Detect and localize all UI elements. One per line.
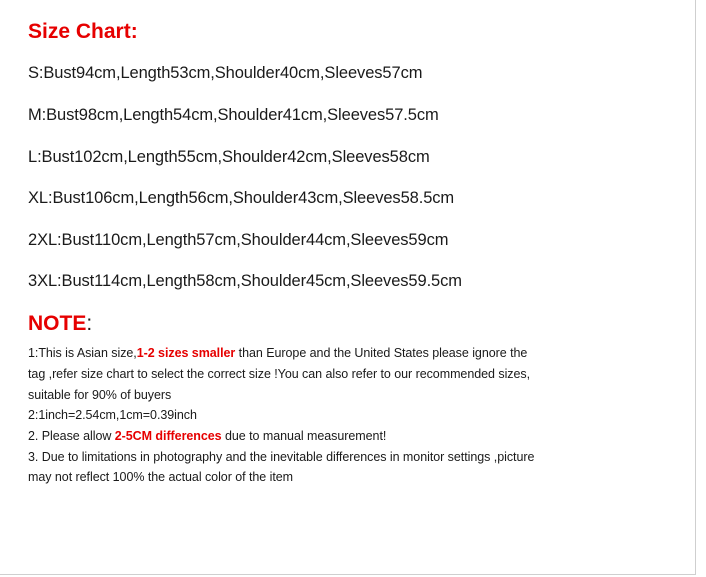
note-line-5-before: 2. Please allow [28,429,115,443]
note-line-1-before: 1:This is Asian size, [28,346,137,360]
note-line-measurement-difference [28,429,386,443]
note-heading-colon: : [86,312,93,335]
note-heading [28,312,92,336]
note-line-unit-conversion: 2:1inch=2.54cm,1cm=0.39inch [28,408,197,422]
note-line-5-after: due to manual measurement! [221,429,387,443]
note-line-asian-size [28,346,527,360]
note-highlight-sizes-smaller: 1-2 sizes smaller [136,346,236,360]
note-highlight-cm-differences: 2-5CM differences [114,429,222,443]
size-chart-title-colon: : [130,20,138,43]
size-row-xl: XL:Bust106cm,Length56cm,Shoulder43cm,Sleeves58.5cm [28,189,455,207]
note-line-actual-color: may not reflect 100% the actual color of the item [28,470,294,484]
size-chart-title [28,20,138,44]
size-chart-title-text: Size Chart [28,20,131,43]
note-line-ignore-tag: tag ,refer size chart to select the correct size !You can also refer to our recommended sizes, [28,367,531,381]
size-row-m: M:Bust98cm,Length54cm,Shoulder41cm,Sleeves57.5cm [28,106,439,124]
note-heading-text: NOTE [28,312,87,335]
note-line-1-after: than Europe and the United States please ignore the [235,346,528,360]
size-row-2xl: 2XL:Bust110cm,Length57cm,Shoulder44cm,Sleeves59cm [28,231,449,249]
note-line-photography-limits: 3. Due to limitations in photography and the inevitable differences in monitor settings ,picture [28,450,535,464]
size-row-l: L:Bust102cm,Length55cm,Shoulder42cm,Sleeves58cm [28,148,430,166]
note-line-suitable-buyers: suitable for 90% of buyers [28,388,172,402]
size-row-s: S:Bust94cm,Length53cm,Shoulder40cm,Sleeves57cm [28,64,423,82]
size-row-3xl: 3XL:Bust114cm,Length58cm,Shoulder45cm,Sleeves59.5cm [28,272,462,290]
